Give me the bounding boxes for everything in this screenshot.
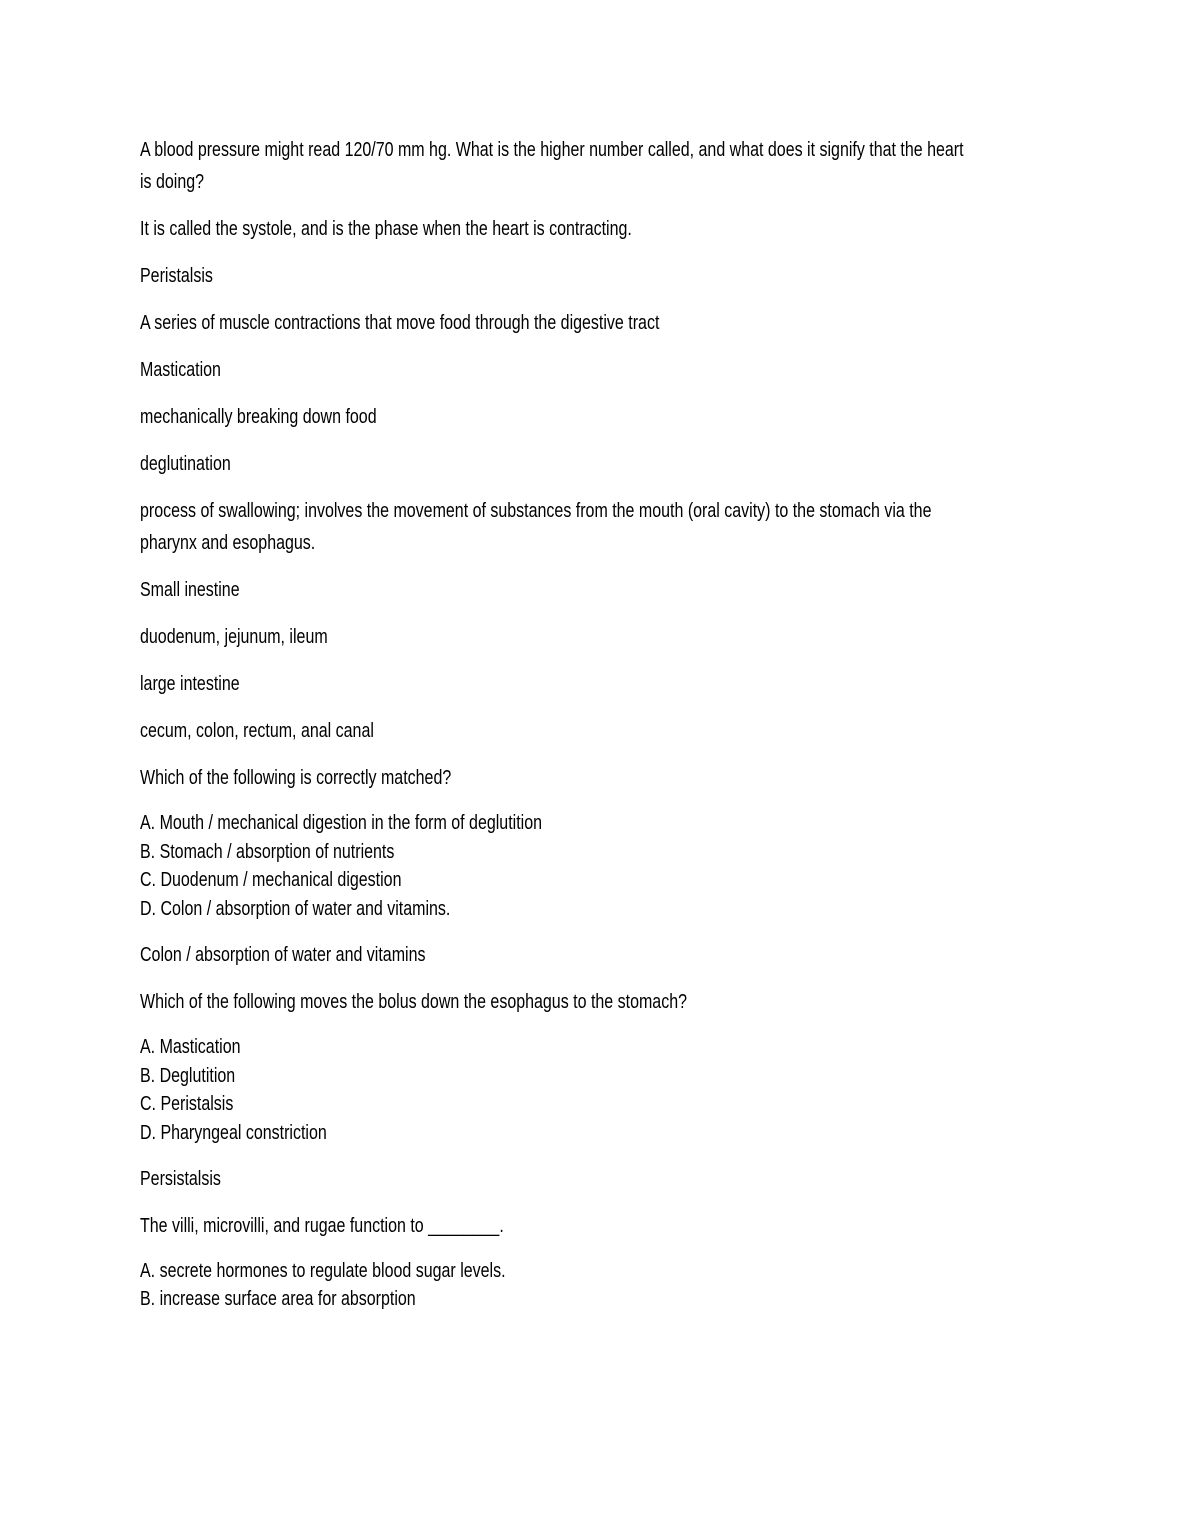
text-line: Small inestine [140,579,240,601]
paragraph-definition-mastication [140,401,1190,433]
text-line: Colon / absorption of water and vitamins [140,943,426,966]
text-line: A series of muscle contractions that move food through the digestive tract [140,312,660,334]
text-line: large intestine [140,673,240,695]
paragraph-term-large-intestine [140,668,1190,700]
paragraph-question-bolus [140,986,1190,1018]
option-line: B. increase surface area for absorption [140,1288,416,1311]
paragraph-term-peristalsis [140,260,1190,292]
paragraph-question-blood-pressure [140,134,1190,198]
options-list-correctly-matched [140,809,1190,924]
paragraph-term-mastication [140,354,1190,386]
text-line: cecum, colon, rectum, anal canal [140,720,374,742]
paragraph-definition-deglutination [140,495,1190,559]
text-line: Persistalsis [140,1167,221,1190]
paragraph-answer-systole [140,213,1190,245]
paragraph-answer-colon [140,939,1190,971]
text-line: duodenum, jejunum, ileum [140,626,328,648]
options-list-bolus [140,1033,1190,1148]
option-line: D. Pharyngeal constriction [140,1121,327,1144]
option-line: D. Colon / absorption of water and vitamins. [140,898,451,921]
paragraph-question-villi [140,1210,1190,1242]
option-line: A. Mastication [140,1035,241,1058]
options-list-villi [140,1257,1190,1314]
option-line: C. Peristalsis [140,1093,234,1116]
paragraph-definition-peristalsis [140,307,1190,339]
text-line: Peristalsis [140,265,213,287]
paragraph-term-deglutination [140,448,1190,480]
option-line: A. Mouth / mechanical digestion in the form of deglutition [140,812,542,834]
text-line: A blood pressure might read 120/70 mm hg. What is the higher number called, and what does it signify that the heart [140,139,964,161]
text-line: It is called the systole, and is the phase when the heart is contracting. [140,218,632,240]
paragraph-definition-large-intestine [140,715,1190,747]
text-line: Which of the following is correctly matched? [140,767,452,789]
text-line: process of swallowing; involves the movement of substances from the mouth (oral cavity) to the stomach via the [140,500,932,522]
text-line: Mastication [140,359,221,381]
text-line: is doing? [140,171,205,193]
paragraph-term-small-intestine [140,574,1190,606]
option-line: C. Duodenum / mechanical digestion [140,869,402,892]
text-line: mechanically breaking down food [140,406,377,428]
text-line: Which of the following moves the bolus down the esophagus to the stomach? [140,990,687,1013]
paragraph-question-correctly-matched [140,762,1190,794]
option-line: A. secrete hormones to regulate blood sugar levels. [140,1259,506,1282]
text-line: The villi, microvilli, and rugae function to ________. [140,1214,504,1237]
option-line: B. Deglutition [140,1064,236,1087]
text-line: deglutination [140,453,231,475]
option-line: B. Stomach / absorption of nutrients [140,840,395,863]
paragraph-answer-persistalsis [140,1163,1190,1195]
text-line: pharynx and esophagus. [140,532,316,554]
paragraph-definition-small-intestine [140,621,1190,653]
